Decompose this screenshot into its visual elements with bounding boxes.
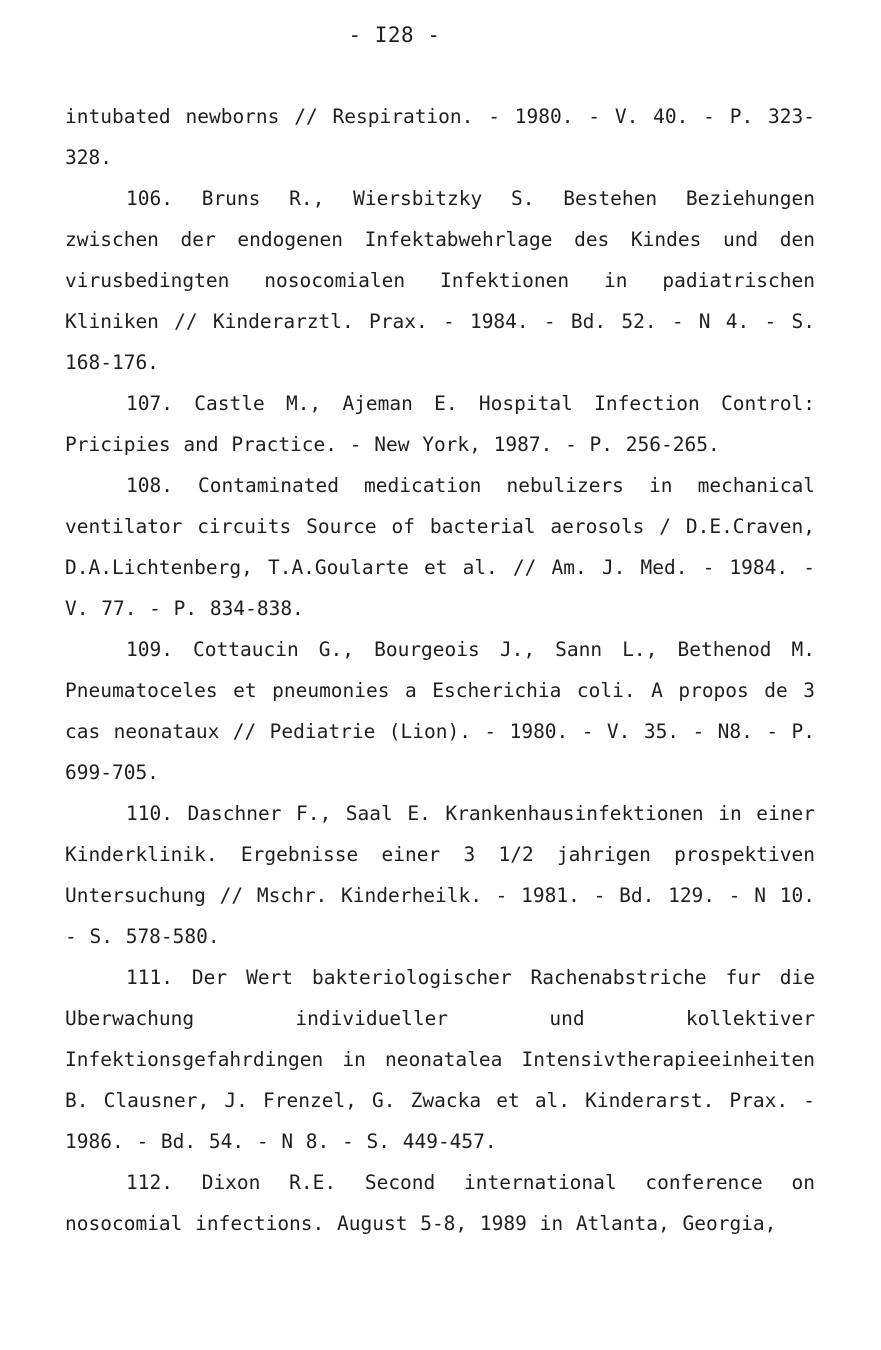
reference-111: 111. Der Wert bakteriologischer Rachenabstriche fur die Uberwachung individueller und kollektiver Infektionsgefahrdingen in neonatalea Intensivtherapieeinheiten B. Clausner, J. Frenzel, G. Zwacka et al. Kinderarst. Prax. - 1986. - Bd. 54. - N 8. - S. 449-457. (65, 966, 815, 1153)
reference-109: 109. Cottaucin G., Bourgeois J., Sann L., Bethenod M. Pneumatoceles et pneumonies a Escherichia coli. A propos de 3 cas neonataux // Pediatrie (Lion). - 1980. - V. 35. - N8. - P. 699-705. (65, 638, 815, 784)
reference-110: 110. Daschner F., Saal E. Krankenhausinfektionen in einer Kinderklinik. Ergebnisse einer 3 1/2 jahrigen prospektiven Untersuchung // Mschr. Kinderheilk. - 1981. - Bd. 129. - N 10. - S. 578-580. (65, 802, 815, 948)
reference-106: 106. Bruns R., Wiersbitzky S. Bestehen Beziehungen zwischen der endogenen Infektabwehrlage des Kindes und den virusbedingten nosocomialen Infektionen in padiatrischen Kliniken // Kinderarztl. Prax. - 1984. - Bd. 52. - N 4. - S. 168-176. (65, 187, 815, 374)
reference-108: 108. Contaminated medication nebulizers in mechanical ventilator circuits Source of bacterial aerosols / D.E.Craven, D.A.Lichtenberg, T.A.Goularte et al. // Am. J. Med. - 1984. - V. 77. - P. 834-838. (65, 474, 815, 620)
reference-112: 112. Dixon R.E. Second international conference on nosocomial infections. August 5-8, 1989 in Atlanta, Georgia, (65, 1171, 815, 1235)
reference-107: 107. Castle M., Ajeman E. Hospital Infection Control: Pricipies and Practice. - New York, 1987. - P. 256-265. (65, 392, 815, 456)
reference-continuation: intubated newborns // Respiration. - 1980. - V. 40. - P. 323-328. (65, 105, 815, 169)
page-number: - I28 - (348, 23, 441, 47)
reference-list (65, 96, 815, 1244)
